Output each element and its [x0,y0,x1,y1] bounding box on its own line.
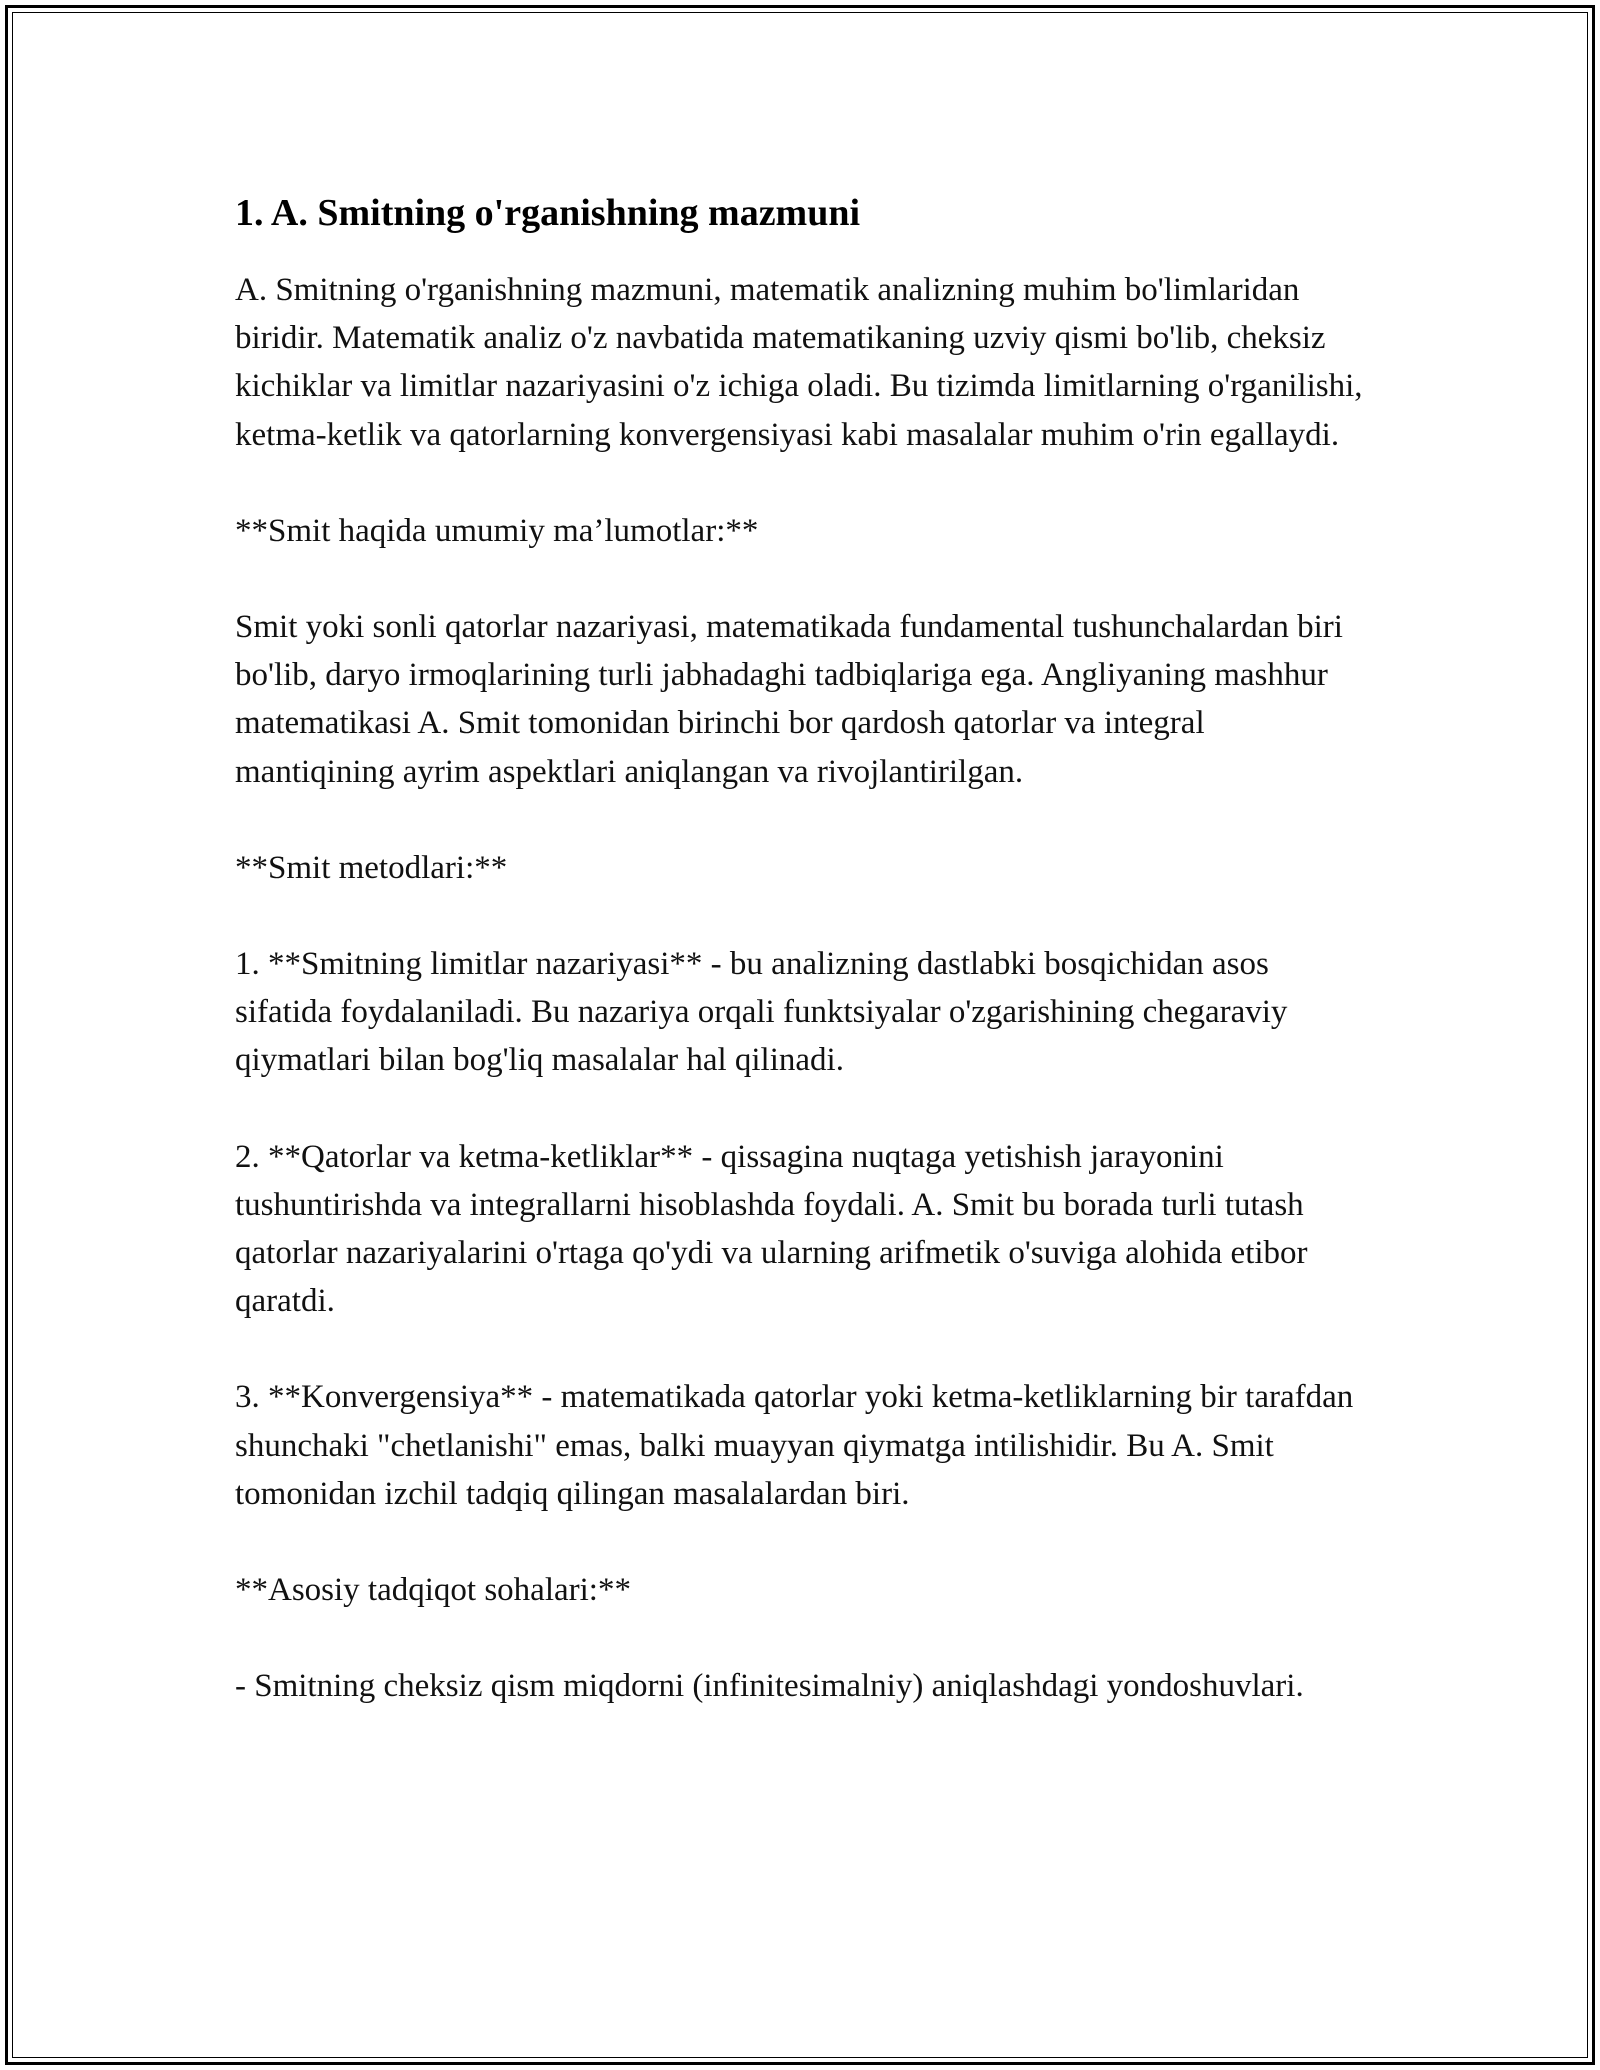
paragraph-intro: A. Smitning o'rganishning mazmuni, matematik analizning muhim bo'limlaridan biridir. Matematik analiz o'z navbatida matematikaning uzviy qismi bo'lib, cheksiz kichiklar va limitlar nazariyasini o'z ichiga oladi. Bu tizimda limitlarning o'rganilishi, ketma-ketlik va qatorlarning konvergensiyasi kabi masalalar muhim o'rin egallaydi. [235,272,1363,453]
paragraph-general-info: Smit yoki sonli qatorlar nazariyasi, matematikada fundamental tushunchalardan biri bo'lib, daryo irmoqlarining turli jabhadaghi tadbiqlariga ega. Angliyaning mashhur matematikasi A. Smit tomonidan birinchi bor qardosh qatorlar va integral mantiqining ayrim aspektlari aniqlangan va rivojlantirilgan. [235,609,1343,790]
section-heading-general-info: **Smit haqida umumiy ma’lumotlar:** [235,512,759,549]
document-title: 1. A. Smitning o'rganishning mazmuni [235,192,861,234]
list-item-method-1: 1. **Smitning limitlar nazariyasi** - bu analizning dastlabki bosqichidan asos sifatida foydalaniladi. Bu nazariya orqali funktsiyalar o'zgarishining chegaraviy qiymatlari bilan bog'liq masalalar hal qilinadi. [235,946,1288,1079]
section-heading-methods: **Smit metodlari:** [235,849,508,886]
list-item-research-area-1: - Smitning cheksiz qism miqdorni (infinitesimalniy) aniqlashdagi yondoshuvlari. [235,1668,1304,1705]
section-heading-research-areas: **Asosiy tadqiqot sohalari:** [235,1572,631,1609]
document-body [235,182,1370,1758]
list-item-method-2: 2. **Qatorlar va ketma-ketliklar** - qissagina nuqtaga yetishish jarayonini tushuntirishda va integrallarni hisoblashda foydali. A. Smit bu borada turli tutash qatorlar nazariyalarini o'rtaga qo'ydi va ularning arifmetik o'suviga alohida etibor qaratdi. [235,1138,1308,1320]
list-item-method-3: 3. **Konvergensiya** - matematikada qatorlar yoki ketma-ketliklarning bir tarafdan shunchaki "chetlanishi" emas, balki muayyan qiymatga intilishidir. Bu A. Smit tomonidan izchil tadqiq qilingan masalalardan biri. [235,1379,1354,1512]
